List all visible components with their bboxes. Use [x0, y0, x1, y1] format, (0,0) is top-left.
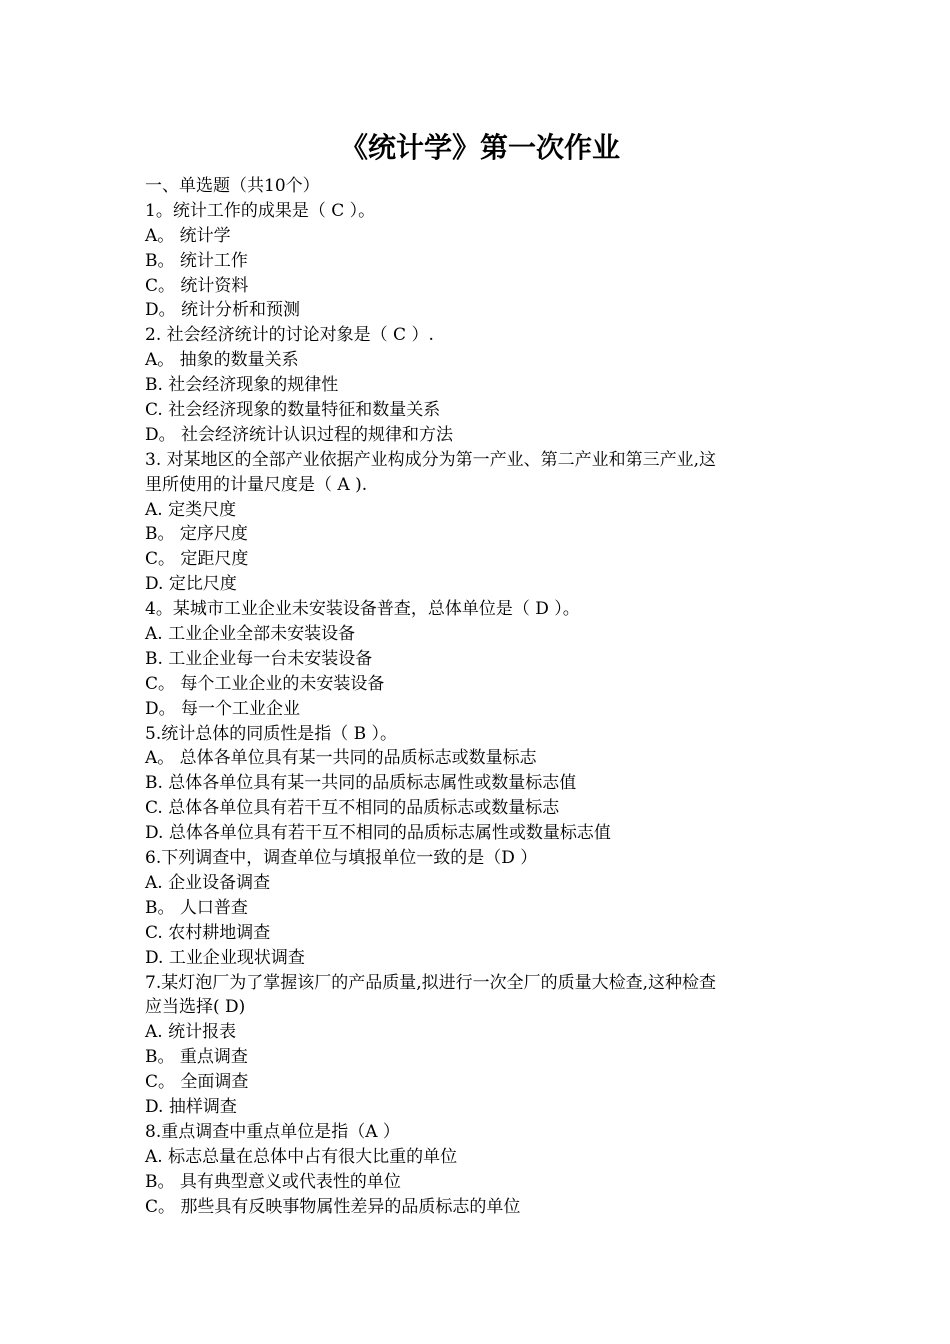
option-line: C. 总体各单位具有若干互不相同的品质标志或数量标志 — [145, 798, 560, 819]
question-7-continued: 应当选择( D) — [145, 997, 246, 1018]
option-line: D。 社会经济统计认识过程的规律和方法 — [145, 424, 454, 445]
question-7: 7.某灯泡厂为了掌握该厂的产品质量,拟进行一次全厂的质量大检查,这种检查 — [145, 972, 717, 993]
option-line: D. 抽样调查 — [145, 1096, 237, 1117]
option-line: C。 每个工业企业的未安装设备 — [145, 673, 385, 694]
option-line: B. 总体各单位具有某一共同的品质标志属性或数量标志值 — [145, 773, 577, 794]
option-line: C。 全面调查 — [145, 1072, 249, 1093]
section-heading: 一、单选题（共10个） — [145, 176, 320, 196]
option-line: C。 统计资料 — [145, 275, 249, 296]
option-line: A. 定类尺度 — [145, 499, 237, 520]
option-line: A. 统计报表 — [145, 1022, 237, 1043]
option-line: B. 工业企业每一台未安装设备 — [145, 648, 373, 669]
option-line: B。 人口普查 — [145, 897, 248, 918]
option-line: A. 企业设备调查 — [145, 872, 271, 893]
option-line: B。 定序尺度 — [145, 524, 248, 545]
option-line: D。 每一个工业企业 — [145, 698, 301, 719]
option-line: B。 具有典型意义或代表性的单位 — [145, 1171, 401, 1192]
option-line: A。 统计学 — [145, 225, 231, 246]
option-line: A。 抽象的数量关系 — [145, 350, 299, 371]
question-4: 4。某城市工业企业未安装设备普查，总体单位是（ D ）。 — [145, 599, 580, 620]
question-5: 5.统计总体的同质性是指（ B ）。 — [145, 723, 398, 744]
option-line: C. 农村耕地调查 — [145, 922, 271, 943]
option-line: C. 社会经济现象的数量特征和数量关系 — [145, 400, 441, 421]
question-2: 2. 社会经济统计的讨论对象是（ C ）. — [145, 325, 434, 346]
question-6: 6.下列调查中，调查单位与填报单位一致的是（D ） — [145, 848, 538, 869]
question-8: 8.重点调查中重点单位是指（A ） — [145, 1121, 400, 1142]
question-1: 1。统计工作的成果是（ C ）。 — [145, 200, 376, 221]
option-line: D。 统计分析和预测 — [145, 300, 301, 321]
option-line: A. 标志总量在总体中占有很大比重的单位 — [145, 1146, 458, 1167]
question-3: 3. 对某地区的全部产业依据产业构成分为第一产业、第二产业和第三产业,这 — [145, 449, 717, 470]
option-line: A。 总体各单位具有某一共同的品质标志或数量标志 — [145, 748, 537, 769]
option-line: D. 总体各单位具有若干互不相同的品质标志属性或数量标志值 — [145, 823, 611, 844]
option-line: D. 工业企业现状调查 — [145, 947, 305, 968]
option-line: D. 定比尺度 — [145, 574, 237, 595]
document-body — [145, 174, 825, 1219]
option-line: C。 那些具有反映事物属性差异的品质标志的单位 — [145, 1196, 521, 1217]
option-line: A. 工业企业全部未安装设备 — [145, 624, 356, 645]
option-line: B。 重点调查 — [145, 1047, 248, 1068]
question-3-continued: 里所使用的计量尺度是（ A ). — [145, 474, 368, 495]
option-line: B. 社会经济现象的规律性 — [145, 375, 339, 396]
option-line: C。 定距尺度 — [145, 549, 249, 570]
option-line: B。 统计工作 — [145, 250, 248, 271]
document-title: 《统计学》第一次作业 — [339, 131, 620, 164]
